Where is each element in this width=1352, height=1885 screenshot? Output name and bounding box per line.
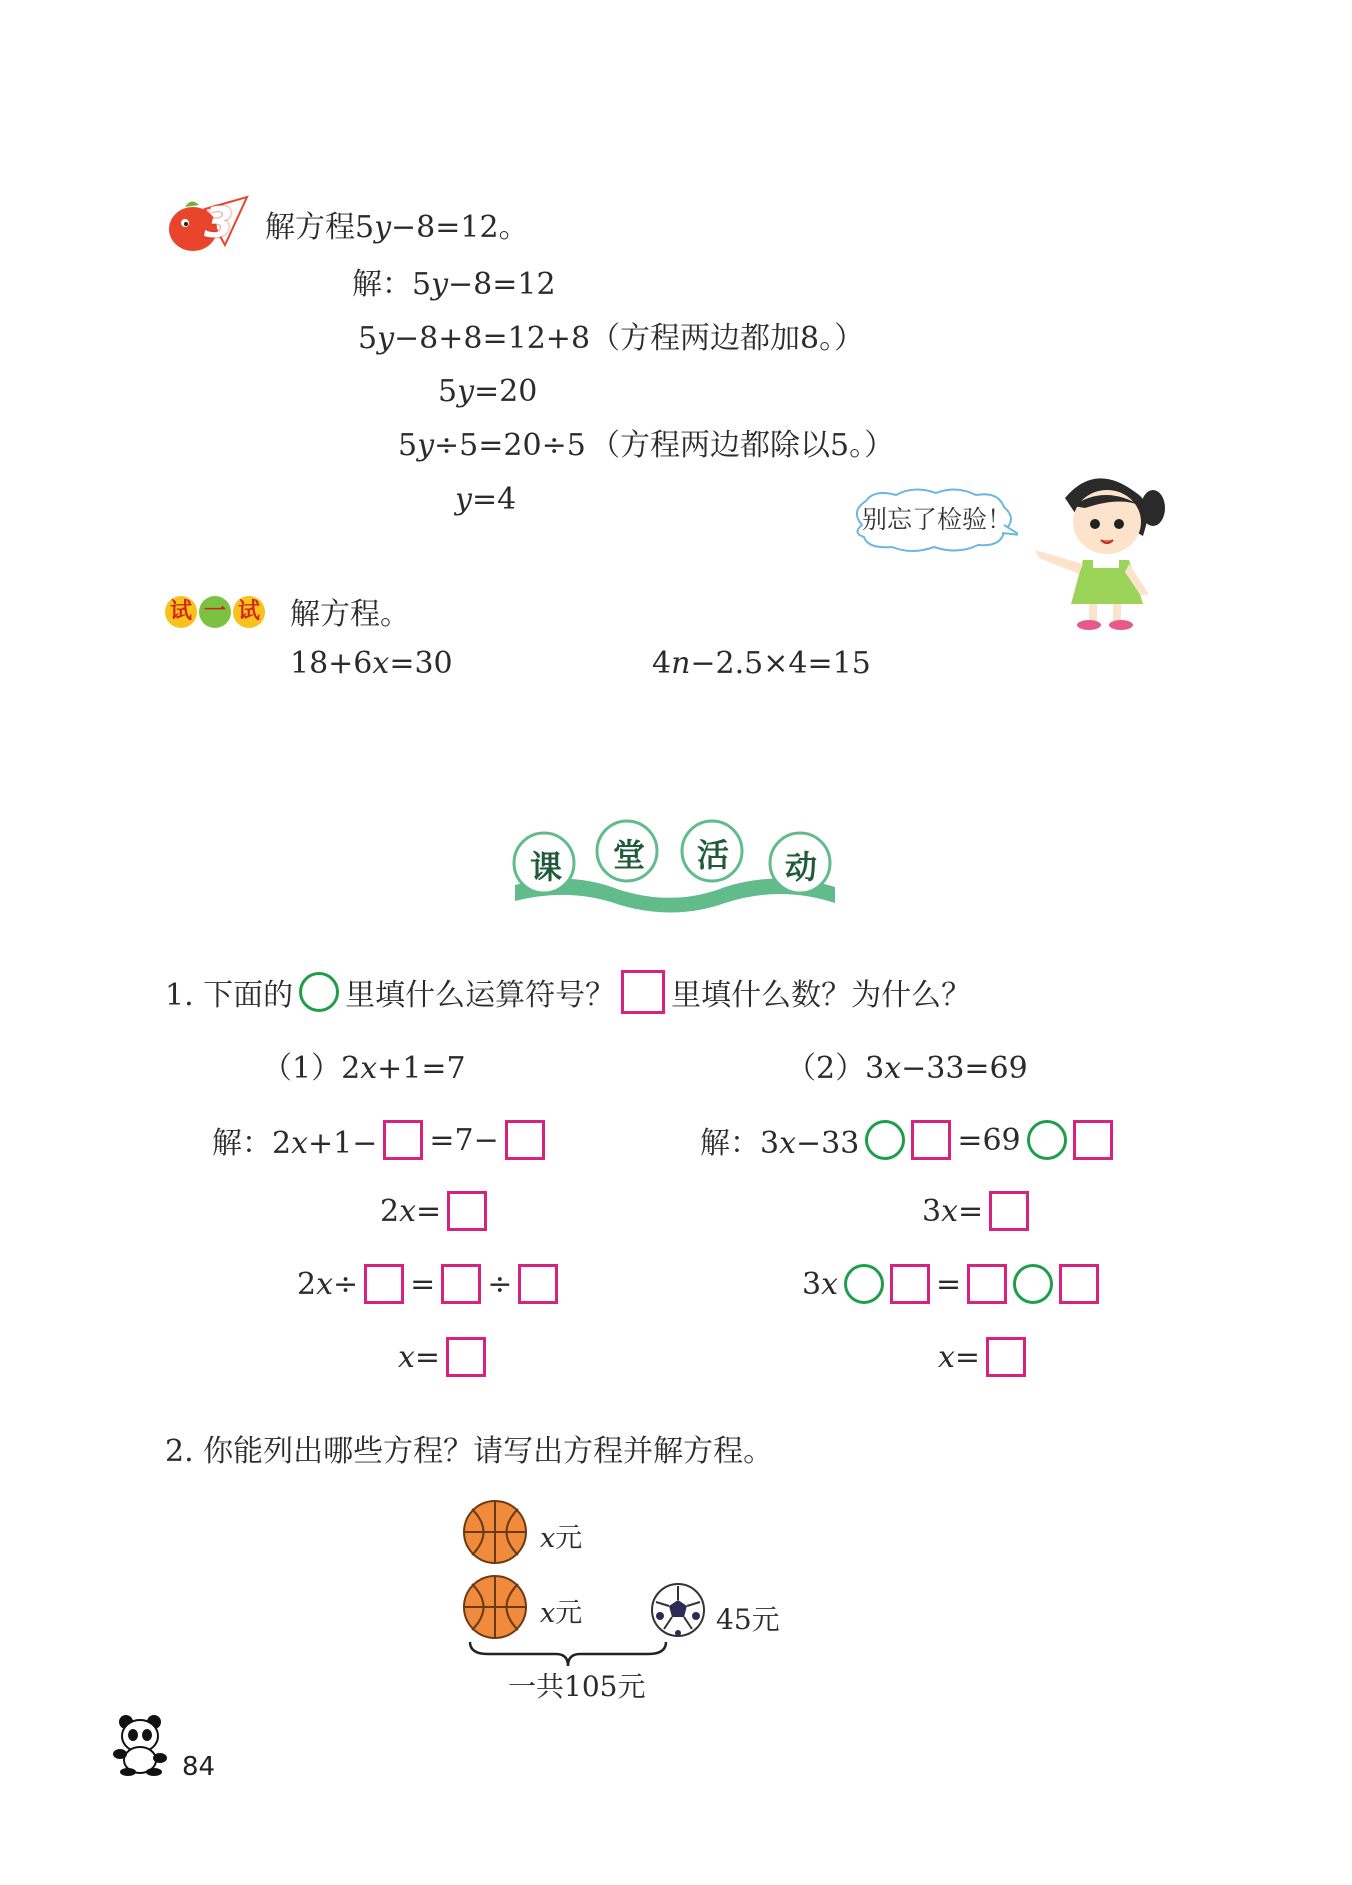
answer-box[interactable] [505, 1120, 545, 1160]
solution-step-2: 5y−8+8=12+8 [358, 321, 591, 356]
problem-1-step-4 [398, 1337, 486, 1377]
answer-box[interactable] [967, 1264, 1007, 1304]
question-1 [165, 970, 971, 1014]
bubble-text: 别忘了检验！ [862, 505, 1013, 534]
solution-step-3: 5y=20 [438, 374, 538, 409]
try-equation-2: 4n−2.5×4=15 [652, 646, 871, 681]
basketball-price-2: x元 [540, 1598, 583, 1629]
answer-box[interactable] [518, 1264, 558, 1304]
p1-r1-text-b: =7− [429, 1122, 499, 1158]
answer-box[interactable] [989, 1191, 1029, 1231]
p2-r2-text: 3x= [922, 1193, 984, 1229]
p1-r3-text-b: = [410, 1266, 436, 1302]
p2-r4-text: x= [938, 1339, 981, 1375]
basketball-icon [462, 1499, 528, 1569]
girl-illustration [1025, 462, 1165, 637]
answer-box[interactable] [890, 1264, 930, 1304]
example-title: 解方程5y−8=12。 [265, 210, 529, 245]
problem-1-step-2 [380, 1191, 487, 1231]
p1-r3-text-a: 2x÷ [297, 1266, 359, 1302]
answer-box[interactable] [1059, 1264, 1099, 1304]
problem-1-step-1 [212, 1118, 545, 1162]
p1-r3-text-c: ÷ [487, 1266, 513, 1302]
p1-r1-text-a: 解：2x+1− [212, 1126, 378, 1161]
panda-icon [112, 1714, 168, 1780]
number-box-legend [621, 970, 665, 1014]
example-number: 3 [204, 198, 234, 247]
q1-suffix: 里填什么数？为什么？ [671, 978, 972, 1013]
answer-box[interactable] [1073, 1120, 1113, 1160]
solution-step-5: y=4 [455, 482, 517, 517]
try-badge [165, 596, 265, 628]
try-badge-char: 一 [199, 596, 231, 628]
operator-circle-legend [299, 972, 339, 1012]
page-number: 84 [182, 1752, 216, 1782]
p2-r3-text-b: = [936, 1266, 962, 1302]
try-equation-1: 18+6x=30 [290, 646, 453, 681]
activity-title-char: 堂 [613, 836, 646, 874]
p2-r1-text-a: 解：3x−33 [700, 1126, 860, 1161]
activity-title-char: 课 [530, 848, 563, 886]
problem-2-step-3 [802, 1264, 1099, 1304]
problem-2-step-1 [700, 1118, 1113, 1162]
problem-2-step-2 [922, 1191, 1029, 1231]
answer-box[interactable] [447, 1191, 487, 1231]
operator-circle[interactable] [1013, 1264, 1053, 1304]
answer-box[interactable] [383, 1120, 423, 1160]
p1-r2-text: 2x= [380, 1193, 442, 1229]
basketball-icon [462, 1574, 528, 1644]
operator-circle[interactable] [844, 1264, 884, 1304]
answer-box[interactable] [911, 1120, 951, 1160]
soccer-ball-icon [650, 1582, 706, 1642]
problem-1-step-3 [297, 1264, 558, 1304]
solution-step-4: 5y÷5=20÷5 [398, 428, 586, 463]
operator-circle[interactable] [865, 1120, 905, 1160]
p2-r3-text-a: 3x [802, 1266, 839, 1302]
try-label: 解方程。 [290, 597, 410, 632]
problem-1-title: （1）2x+1=7 [262, 1051, 466, 1086]
total-label: 一共105元 [508, 1670, 646, 1703]
question-2: 2. 你能列出哪些方程？请写出方程并解方程。 [165, 1434, 774, 1469]
answer-box[interactable] [441, 1264, 481, 1304]
problem-2-title: （2）3x−33=69 [786, 1051, 1028, 1086]
soccer-ball-price: 45元 [716, 1603, 780, 1636]
problem-2-step-4 [938, 1337, 1026, 1377]
try-badge-char: 试 [233, 596, 265, 628]
q1-mid: 里填什么运算符号？ [345, 978, 616, 1013]
activity-title-char: 活 [697, 836, 730, 874]
activity-title-char: 动 [785, 848, 818, 886]
answer-box[interactable] [446, 1337, 486, 1377]
solution-note-4: （方程两边都除以5。） [590, 428, 895, 463]
solution-step-1: 解：5y−8=12 [352, 267, 556, 302]
answer-box[interactable] [986, 1337, 1026, 1377]
operator-circle[interactable] [1027, 1120, 1067, 1160]
p1-r4-text: x= [398, 1339, 441, 1375]
basketball-price-1: x元 [540, 1523, 583, 1554]
try-badge-char: 试 [165, 596, 197, 628]
answer-box[interactable] [364, 1264, 404, 1304]
p2-r1-text-b: =69 [957, 1122, 1021, 1158]
q1-prefix: 1. 下面的 [165, 978, 294, 1013]
solution-note-2: （方程两边都加8。） [590, 321, 865, 356]
